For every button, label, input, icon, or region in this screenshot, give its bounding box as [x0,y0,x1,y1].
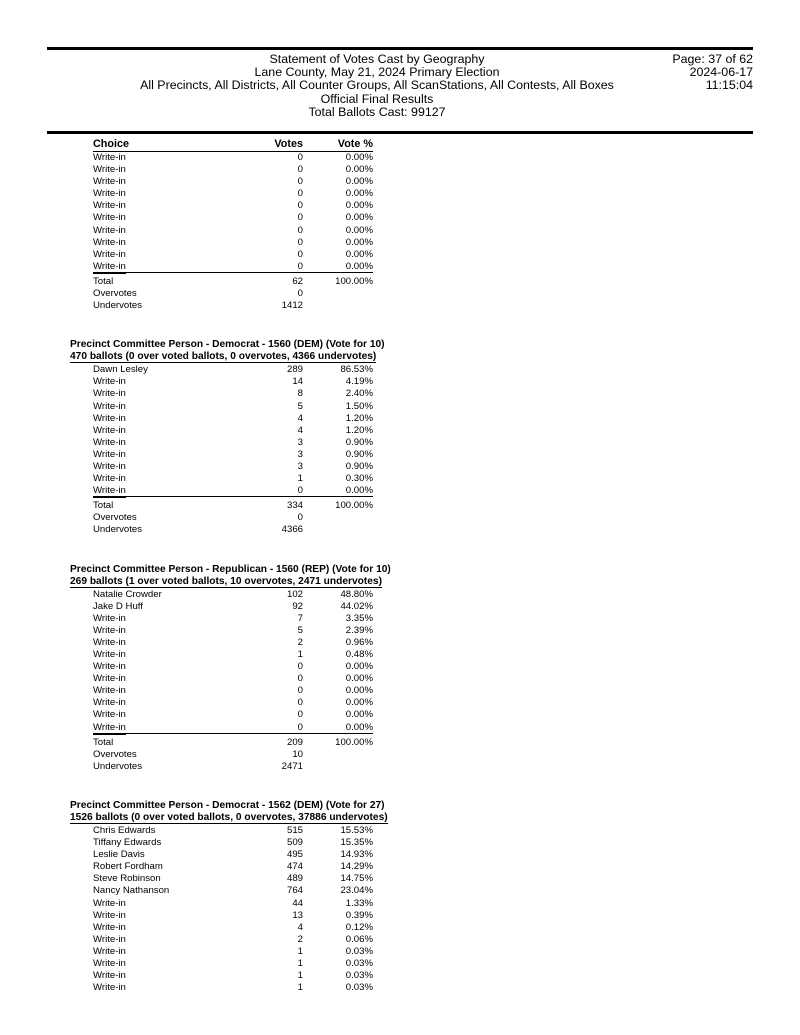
result-row [0,401,800,413]
overvotes-row-label: Overvotes [93,748,137,760]
choice-votes: 0 [297,260,303,272]
report-title: Statement of Votes Cast by Geography [269,52,485,66]
choice-vote-pct: 14.93% [340,849,373,861]
choice-vote-pct: 0.39% [345,909,373,921]
contests-list [0,312,800,994]
choice-votes: 3 [297,460,303,472]
choice-name: Robert Fordham [93,861,163,873]
column-vote-pct: Vote % [337,138,373,150]
choice-vote-pct: 3.35% [345,612,373,624]
result-row [0,200,800,212]
result-row [0,364,800,376]
undervotes-row-label: Undervotes [93,524,143,536]
choice-name: Write-in [93,224,126,236]
choice-votes: 0 [297,176,303,188]
choice-vote-pct: 15.53% [340,824,373,836]
choice-name: Write-in [93,188,126,200]
choice-vote-pct: 0.00% [345,673,373,685]
overvotes-row-votes: 10 [292,748,303,760]
result-row [0,249,800,261]
undervotes-row [0,524,800,536]
choice-vote-pct: 14.29% [340,861,373,873]
spacer [0,773,800,800]
choice-name: Write-in [93,400,126,412]
total-row-votes: 209 [286,736,303,748]
result-row [0,188,800,200]
choice-name: Write-in [93,473,126,485]
choice-votes: 515 [286,824,303,836]
choice-votes: 509 [286,837,303,849]
choice-vote-pct: 15.35% [340,837,373,849]
choice-name: Write-in [93,933,126,945]
choice-votes: 0 [297,212,303,224]
result-row [0,885,800,897]
choice-vote-pct: 1.20% [345,412,373,424]
result-row [0,413,800,425]
choice-name: Write-in [93,176,126,188]
choice-votes: 3 [297,436,303,448]
choice-votes: 474 [286,861,303,873]
result-row [0,673,800,685]
choice-vote-pct: 0.06% [345,933,373,945]
result-row [0,601,800,613]
choice-name: Write-in [93,982,126,994]
choice-name: Write-in [93,897,126,909]
total-row-label: Total [93,275,114,287]
result-row [0,649,800,661]
header-top-rule [47,47,753,50]
report-header [47,53,753,131]
choice-name: Write-in [93,424,126,436]
overvotes-row [0,749,800,761]
choice-votes: 2 [297,636,303,648]
choice-votes: 5 [297,400,303,412]
contest-ballot-summary [0,351,800,364]
total-row-label: Total [93,736,114,748]
choice-vote-pct: 0.00% [345,260,373,272]
contest-title: Precinct Committee Person - Democrat - 1560 (DEM) (Vote for 10) [70,339,385,351]
result-row [0,485,800,497]
result-row [0,212,800,224]
choice-votes: 0 [297,721,303,733]
choice-votes: 8 [297,388,303,400]
choice-vote-pct: 0.00% [345,697,373,709]
choice-votes: 4 [297,412,303,424]
choice-name: Write-in [93,612,126,624]
choice-votes: 0 [297,236,303,248]
choice-name: Write-in [93,624,126,636]
contest-ballot-summary-text: 1526 ballots (0 over voted ballots, 0 overvotes, 37886 undervotes) [70,811,388,823]
choice-votes: 44 [292,897,303,909]
choice-votes: 0 [297,152,303,163]
choice-name: Write-in [93,248,126,260]
choice-vote-pct: 0.48% [345,649,373,660]
choice-votes: 0 [297,248,303,260]
choice-name: Write-in [93,909,126,921]
choice-name: Write-in [93,164,126,176]
choice-vote-pct: 0.03% [345,957,373,969]
result-row [0,709,800,721]
contest-ballot-summary [0,576,800,589]
undervotes-row-label: Undervotes [93,300,143,312]
result-row [0,982,800,994]
result-row [0,873,800,885]
choice-votes: 5 [297,624,303,636]
election-name: Lane County, May 21, 2024 Primary Election [254,65,500,80]
report-scope: All Precincts, All Districts, All Counter Groups, All ScanStations, All Contests, All Boxes [140,78,614,93]
choice-vote-pct: 0.03% [345,970,373,982]
total-ballots: Total Ballots Cast: 99127 [308,104,446,119]
choice-vote-pct: 0.00% [345,164,373,176]
choice-name: Write-in [93,212,126,224]
undervotes-row [0,300,800,312]
result-row [0,849,800,861]
choice-name: Write-in [93,673,126,685]
choice-vote-pct: 0.00% [345,709,373,721]
contest-ballot-summary-text: 269 ballots (1 over voted ballots, 10 overvotes, 2471 undervotes) [70,575,382,587]
result-row [0,825,800,837]
choice-name: Write-in [93,697,126,709]
choice-vote-pct: 4.19% [345,376,373,388]
choice-votes: 3 [297,448,303,460]
choice-name: Write-in [93,709,126,721]
choice-vote-pct: 44.02% [340,600,373,612]
result-row [0,388,800,400]
results-status: Official Final Results [320,91,434,106]
result-row [0,898,800,910]
overvotes-row-label: Overvotes [93,512,137,524]
report-meta [672,53,753,93]
choice-vote-pct: 2.39% [345,624,373,636]
choice-name: Write-in [93,448,126,460]
choice-votes: 0 [297,164,303,176]
contest-title: Precinct Committee Person - Democrat - 1562 (DEM) (Vote for 27) [70,799,385,811]
choice-vote-pct: 0.90% [345,448,373,460]
choice-vote-pct: 48.80% [340,588,373,600]
choice-vote-pct: 0.00% [345,661,373,673]
result-row [0,425,800,437]
choice-name: Write-in [93,261,126,274]
undervotes-row [0,761,800,773]
choice-vote-pct: 0.00% [345,200,373,212]
undervotes-row-label: Undervotes [93,760,143,772]
choice-name: Write-in [93,388,126,400]
result-row [0,461,800,473]
choice-vote-pct: 0.00% [345,685,373,697]
choice-votes: 0 [297,697,303,709]
choice-votes: 764 [286,885,303,897]
choice-votes: 0 [297,661,303,673]
choice-votes: 0 [297,188,303,200]
contest-title: Precinct Committee Person - Republican - 1560 (REP) (Vote for 10) [70,563,391,575]
result-row [0,837,800,849]
choice-votes: 1 [297,957,303,969]
choice-name: Write-in [93,685,126,697]
total-row-pct: 100.00% [335,275,373,287]
choice-name: Write-in [93,200,126,212]
choice-votes: 4 [297,921,303,933]
choice-name: Write-in [93,152,126,163]
total-rule [93,496,373,497]
undervotes-row-votes: 1412 [281,300,303,312]
choice-name: Steve Robinson [93,873,161,885]
choice-name: Tiffany Edwards [93,837,162,849]
total-row-label: Total [93,500,114,512]
choice-votes: 2 [297,933,303,945]
choice-vote-pct: 0.03% [345,945,373,957]
overvotes-row-votes: 0 [297,512,303,524]
contest-section [0,312,800,536]
result-row [0,661,800,673]
spacer [0,537,800,564]
result-row [0,237,800,249]
choice-vote-pct: 0.00% [345,248,373,260]
column-votes: Votes [274,138,303,150]
result-row [0,176,800,188]
result-row [0,685,800,697]
result-row [0,473,800,485]
total-row-pct: 100.00% [335,500,373,512]
choice-votes: 1 [297,473,303,485]
contest-section [0,537,800,773]
choice-vote-pct: 86.53% [340,364,373,376]
choice-vote-pct: 0.30% [345,473,373,485]
total-row [0,500,800,512]
column-headers [0,136,800,152]
choice-votes: 0 [297,224,303,236]
total-row-pct: 100.00% [335,736,373,748]
choice-votes: 0 [297,485,303,497]
choice-votes: 1 [297,945,303,957]
undervotes-row-votes: 4366 [281,524,303,536]
choice-name: Write-in [93,485,126,498]
result-row [0,722,800,734]
continued-contest [0,152,800,312]
result-row [0,613,800,625]
column-choice: Choice [93,138,129,150]
page-number: Page: 37 of 62 [672,52,753,66]
result-row [0,946,800,958]
choice-votes: 0 [297,673,303,685]
choice-votes: 0 [297,200,303,212]
choice-name: Chris Edwards [93,824,156,836]
header-bottom-rule [47,131,753,134]
contest-section [0,773,800,994]
choice-name: Write-in [93,412,126,424]
choice-vote-pct: 1.50% [345,400,373,412]
choice-vote-pct: 2.40% [345,388,373,400]
choice-vote-pct: 0.90% [345,436,373,448]
choice-votes: 92 [292,600,303,612]
choice-name: Nancy Nathanson [93,885,170,897]
result-row [0,376,800,388]
choice-votes: 14 [292,376,303,388]
choice-vote-pct: 1.20% [345,424,373,436]
contest-ballot-summary-text: 470 ballots (0 over voted ballots, 0 overvotes, 4366 undervotes) [70,351,377,363]
total-row-votes: 334 [286,500,303,512]
report-title-block [47,53,707,119]
result-row [0,589,800,601]
result-row [0,449,800,461]
total-rule [93,733,373,734]
result-row [0,625,800,637]
choice-name: Leslie Davis [93,849,145,861]
result-row [0,437,800,449]
choice-vote-pct: 1.33% [345,897,373,909]
overvotes-row-label: Overvotes [93,288,137,300]
result-row [0,970,800,982]
undervotes-row-votes: 2471 [281,760,303,772]
choice-name: Natalie Crowder [93,588,162,600]
choice-vote-pct: 14.75% [340,873,373,885]
choice-votes: 289 [286,364,303,376]
total-row [0,276,800,288]
report-date: 2024-06-17 [689,65,753,80]
result-row [0,861,800,873]
overvotes-row [0,288,800,300]
result-row [0,922,800,934]
choice-name: Write-in [93,957,126,969]
choice-votes: 495 [286,849,303,861]
choice-votes: 102 [286,588,303,600]
result-row [0,697,800,709]
results-body [0,136,800,994]
choice-vote-pct: 0.00% [345,176,373,188]
choice-votes: 13 [292,909,303,921]
contest-ballot-summary [0,812,800,825]
choice-vote-pct: 23.04% [340,885,373,897]
choice-name: Jake D Huff [93,600,143,612]
result-row [0,637,800,649]
choice-name: Write-in [93,661,126,673]
overvotes-row-votes: 0 [297,288,303,300]
overvotes-row [0,512,800,524]
choice-name: Write-in [93,970,126,982]
total-row [0,737,800,749]
choice-name: Write-in [93,722,126,735]
choice-vote-pct: 0.90% [345,460,373,472]
choice-name: Dawn Lesley [93,364,148,376]
result-row [0,910,800,922]
result-row [0,261,800,273]
choice-votes: 1 [297,982,303,994]
choice-votes: 489 [286,873,303,885]
total-row-votes: 62 [292,275,303,287]
choice-vote-pct: 0.00% [345,236,373,248]
choice-name: Write-in [93,376,126,388]
choice-vote-pct: 0.00% [345,188,373,200]
choice-name: Write-in [93,649,126,660]
choice-name: Write-in [93,921,126,933]
spacer [0,312,800,339]
choice-vote-pct: 0.00% [345,721,373,733]
choice-votes: 1 [297,649,303,660]
choice-vote-pct: 0.00% [345,152,373,163]
choice-vote-pct: 0.03% [345,982,373,994]
choice-name: Write-in [93,460,126,472]
choice-name: Write-in [93,945,126,957]
choice-votes: 1 [297,970,303,982]
choice-votes: 7 [297,612,303,624]
result-row [0,958,800,970]
choice-vote-pct: 0.96% [345,636,373,648]
choice-vote-pct: 0.00% [345,224,373,236]
choice-vote-pct: 0.00% [345,485,373,497]
choice-name: Write-in [93,636,126,648]
choice-votes: 4 [297,424,303,436]
choice-vote-pct: 0.00% [345,212,373,224]
result-row [0,164,800,176]
result-row [0,225,800,237]
choice-votes: 0 [297,709,303,721]
total-rule [93,272,373,273]
choice-name: Write-in [93,236,126,248]
result-row [0,152,800,164]
choice-vote-pct: 0.12% [345,921,373,933]
result-row [0,934,800,946]
report-time: 11:15:04 [705,78,753,93]
choice-name: Write-in [93,436,126,448]
choice-votes: 0 [297,685,303,697]
